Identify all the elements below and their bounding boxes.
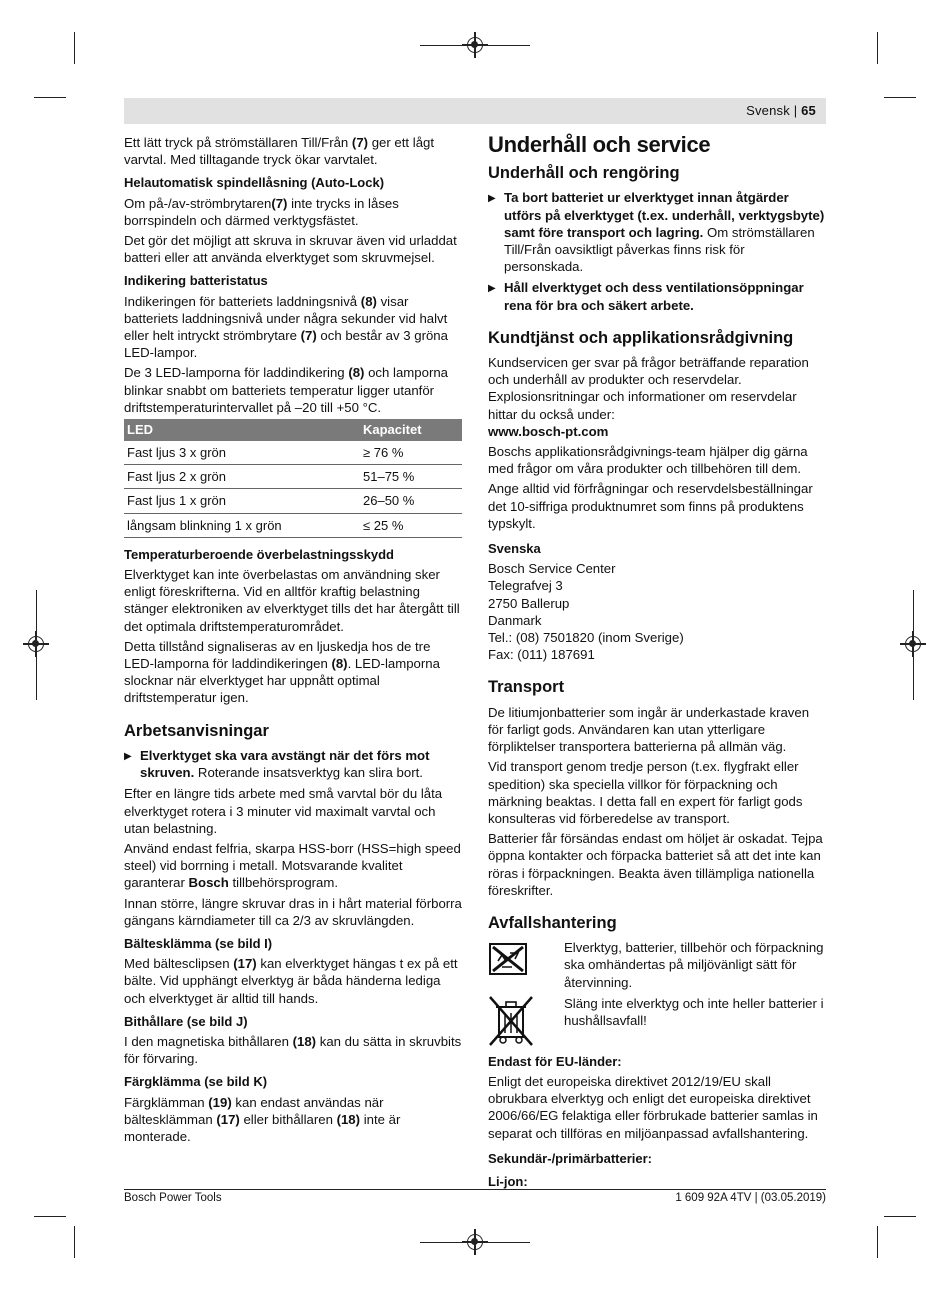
footer-brand: Bosch Power Tools: [124, 1192, 222, 1204]
bit-holder-heading: Bithållare (se bild J): [124, 1013, 248, 1029]
service-paragraph-3: Ange alltid vid förfrågningar och reservdelsbeställningar det 10-siffriga produktnumret som finns på produktens typskylt.: [488, 481, 813, 531]
address-heading: Svenska: [488, 541, 541, 557]
registration-mark-icon: [905, 636, 921, 652]
address-block: [488, 560, 826, 663]
work-paragraph-2: Använd endast felfria, skarpa HSS-borr (HSS=high speed steel) vid borrning i metall. Motsvarande kvalitet garanterar Bosch tillbehörsprogram.: [124, 840, 461, 891]
work-bullet: ▶ Elverktyget ska vara avstängt när det förs mot skruven. Roterande insatsverktyg kan slira bort.: [124, 747, 464, 781]
battery-heading: Indikering batteristatus: [124, 273, 268, 289]
address-line: Bosch Service Center: [488, 561, 616, 577]
address-line: Fax: (011) 187691: [488, 647, 595, 663]
maintenance-bullet: ▶ Ta bort batteriet ur elverktyget innan åtgärder utförs på elverktyget (t.ex. underhåll, verktygsbyte) samt före transport och lagring. Om strömställaren Till/Från oavsiktligt påverkas finns risk för personskada.: [488, 189, 826, 275]
crop-mark: [884, 97, 916, 98]
left-column: [124, 134, 464, 1148]
table-cell: 26–50 %: [360, 489, 462, 513]
address-line: Tel.: (08) 7501820 (inom Sverige): [488, 630, 684, 646]
service-heading: Kundtjänst och applikationsrådgivning: [488, 328, 794, 347]
intro-paragraph: Ett lätt tryck på strömställaren Till/Från (7) ger ett lågt varvtal. Med tilltagande tryck ökar varvtalet.: [124, 135, 435, 168]
maintenance-heading: Underhåll och rengöring: [488, 164, 680, 183]
language-label: Svensk: [746, 103, 790, 118]
table-cell: Fast ljus 2 x grön: [124, 465, 360, 489]
crop-mark: [74, 32, 75, 64]
table-row: [124, 489, 462, 513]
crossed-out-bin-icon: [488, 995, 538, 1045]
table-cell: Fast ljus 1 x grön: [124, 489, 360, 513]
table-cell: ≤ 25 %: [360, 513, 462, 537]
service-paragraph: Kundservicen ger svar på frågor beträffande reparation och underhåll av produkter och reservdelar. Explosionsritningar och informationer om reservdelar hittar du också under: www.bosch-pt.com: [488, 355, 809, 439]
work-paragraph: Efter en längre tids arbete med små varvtal bör du låta elverktyget rotera i 3 minuter vid maximalt varvtal och utan belastning.: [124, 786, 443, 836]
disposal-weee-row: [488, 995, 826, 1045]
page-number: 65: [801, 103, 816, 118]
table-row: [124, 441, 462, 465]
address-line: Danmark: [488, 612, 542, 628]
eu-heading: Endast för EU-länder:: [488, 1053, 622, 1069]
disposal-recycling-row: [488, 939, 826, 991]
crop-mark: [884, 1216, 916, 1217]
address-line: 2750 Ballerup: [488, 595, 570, 611]
temperature-heading: Temperaturberoende överbelastningsskydd: [124, 546, 394, 562]
belt-clip-paragraph: Med bältesclipsen (17) kan elverktyget hängas t ex på ett bälte. Vid upphängt elverktyg är båda händerna lediga och elverktyget är alltid till hands.: [124, 956, 458, 1006]
table-header: LED: [124, 419, 360, 441]
disposal-paragraph: Elverktyg, batterier, tillbehör och förpackning ska omhändertas på miljövänligt sätt för återvinning.: [564, 940, 824, 990]
table-row: [124, 513, 462, 537]
disposal-paragraph-2: Släng inte elverktyg och inte heller batterier i hushållsavfall!: [564, 995, 824, 1028]
table-cell: Fast ljus 3 x grön: [124, 441, 360, 465]
maintenance-bullet: ▶ Håll elverktyget och dess ventilationsöppningar rena för bra och säkert arbete.: [488, 279, 826, 313]
table-header: Kapacitet: [360, 419, 462, 441]
battery-paragraph: Indikeringen för batteriets laddningsnivå (8) visar batteriets laddningsnivå under några sekunder vid halvt eller helt intryckt strömbrytare (7) och består av 3 gröna LED-lampor.: [124, 293, 448, 361]
crop-mark: [74, 1226, 75, 1258]
bit-holder-paragraph: I den magnetiska bithållaren (18) kan du sätta in skruvbits för förvaring.: [124, 1033, 462, 1067]
temperature-paragraph: Elverktyget kan inte överbelastas om användning sker enligt föreskrifterna. Vid en alltför kraftig belastning stänger elektroniken av elverktyget tills det har återgått till det optimala driftstemperaturområdet.: [124, 567, 460, 634]
crop-mark: [34, 1216, 66, 1217]
table-cell: ≥ 76 %: [360, 441, 462, 465]
eu-paragraph: Enligt det europeiska direktivet 2012/19/EU skall obrukbara elverktyg och enligt det europeiska direktivet 2006/66/EG felaktiga eller förbrukade batterier samlas in separat och tillföras en miljöanpassad avfallshantering.: [488, 1073, 818, 1141]
li-ion-heading: Li-jon:: [488, 1173, 528, 1189]
registration-mark-icon: [467, 37, 483, 53]
table-row: [124, 465, 462, 489]
table-cell: långsam blinkning 1 x grön: [124, 513, 360, 537]
transport-paragraph-2: Vid transport genom tredje person (t.ex. flygfrakt eller spedition) ska speciella villkor för förpackning och märkning beaktas. I detta fall en expert för farligt gods konsulteras vid förberedelse av transport.: [488, 759, 803, 826]
led-table: [124, 419, 462, 538]
color-clip-heading: Färgklämma (se bild K): [124, 1074, 268, 1090]
transport-paragraph: De litiumjonbatterier som ingår är underkastade kraven för farligt gods. Användaren kan utan ytterligare förpliktelser transportera batterierna på allmän väg.: [488, 704, 810, 755]
table-cell: 51–75 %: [360, 465, 462, 489]
temperature-paragraph-2: Detta tillstånd signaliseras av en ljuskedja hos de tre LED-lamporna för laddindikeringen (8). LED-lamporna slocknar när elverktyget har uppnått optimal driftstemperatur igen.: [124, 638, 440, 706]
recycling-package-icon: [488, 939, 538, 989]
work-paragraph-3: Innan större, längre skruvar dras in i hårt material förborra gängans kärndiameter till ca 2/3 av skruvlängden.: [124, 895, 462, 928]
registration-mark-icon: [467, 1234, 483, 1250]
color-clip-paragraph: Färgklämman (19) kan endast användas när bältesklämman (17) eller bithållaren (18) inte är monterade.: [124, 1094, 401, 1144]
page-header: [124, 98, 826, 124]
work-heading: Arbetsanvisningar: [124, 721, 269, 740]
battery-paragraph-2: De 3 LED-lamporna för laddindikering (8) och lamporna blinkar snabbt om batteriets temperatur ligger utanför driftstemperaturintervallet på –20 till +50 °C.: [124, 365, 449, 415]
disposal-heading: Avfallshantering: [488, 913, 617, 932]
address-line: Telegrafvej 3: [488, 578, 563, 594]
right-column: [488, 134, 826, 1193]
autolock-paragraph-2: Det gör det möjligt att skruva in skruvar även vid urladdat batteri eller att använda elverktyget som skruvmejsel.: [124, 233, 457, 266]
footer-doc-number: 1 609 92A 4TV | (03.05.2019): [675, 1192, 826, 1204]
transport-heading: Transport: [488, 678, 565, 697]
transport-paragraph-3: Batterier får försändas endast om höljet är oskadat. Tejpa öppna kontakter och förpacka batteriet så att det inte kan röras i förpackningen. Beakta även tillämpliga nationella föreskrifter.: [488, 831, 823, 898]
autolock-heading: Helautomatisk spindellåsning (Auto-Lock): [124, 175, 385, 191]
page-label: Svensk | 65: [746, 103, 816, 118]
registration-mark-icon: [28, 636, 44, 652]
crop-mark: [34, 97, 66, 98]
service-url: www.bosch-pt.com: [488, 423, 609, 439]
section-title: Underhåll och service: [488, 132, 711, 157]
batteries-heading: Sekundär-/primärbatterier:: [488, 1150, 652, 1166]
crop-mark: [877, 1226, 878, 1258]
footer-divider: [124, 1189, 826, 1190]
service-paragraph-2: Boschs applikationsrådgivnings-team hjälper dig gärna med frågor om våra produkter och tillbehören till dem.: [488, 444, 808, 477]
belt-clip-heading: Bältesklämma (se bild I): [124, 935, 273, 951]
autolock-paragraph: Om på-/av-strömbrytaren(7) inte trycks in låses borrspindeln och därmed verktygsfästet.: [124, 195, 399, 228]
crop-mark: [877, 32, 878, 64]
